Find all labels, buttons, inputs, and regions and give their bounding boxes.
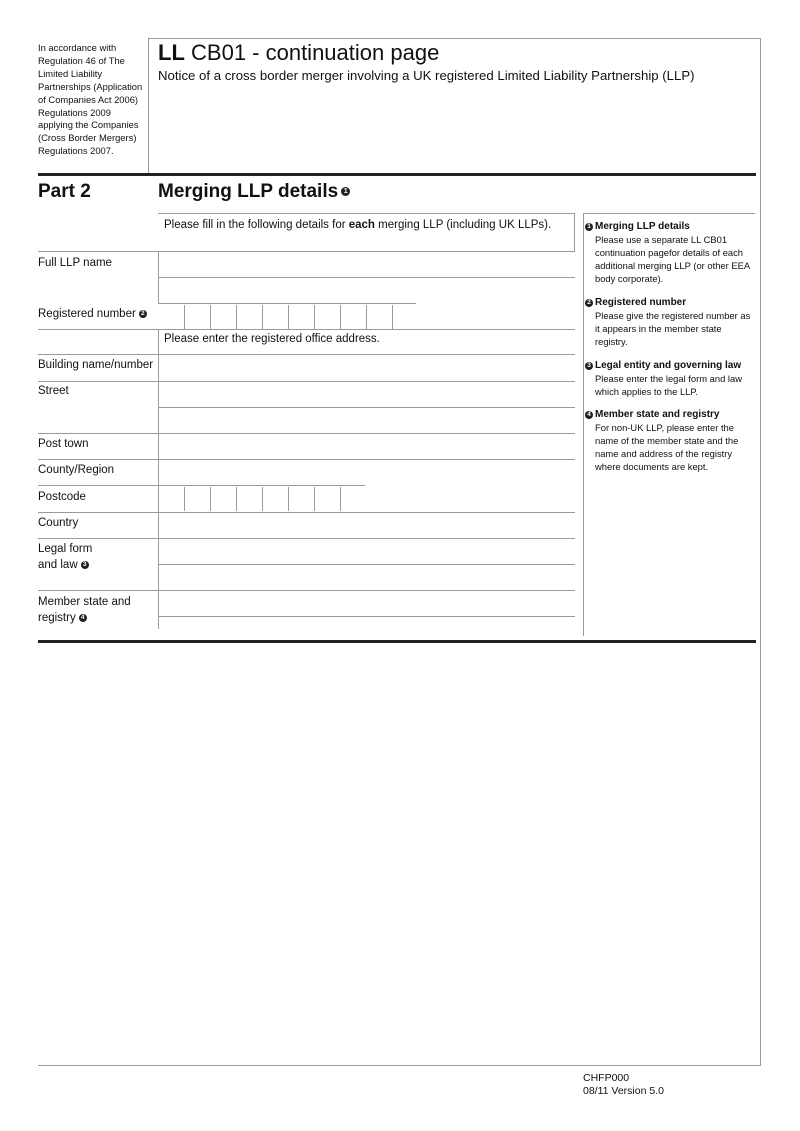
- street-label: Street: [38, 385, 69, 397]
- side-note-1: 1 Merging LLP details Please use a separate LL CB01 continuation pagefor details of each additional merging LLP (or other EEA body corporate).: [585, 219, 755, 285]
- cell-divider: [262, 305, 263, 329]
- member-state-label: Member state and registry 4: [38, 596, 131, 624]
- part-label: Part 2: [38, 181, 91, 202]
- intro-text: Please fill in the following details for each merging LLP (including UK LLPs).: [164, 219, 552, 231]
- side-note-1-body: Please use a separate LL CB01 continuation pagefor details of each additional merging LLP (or other EEA body corporate).: [595, 234, 750, 284]
- post-town-input[interactable]: [159, 434, 574, 459]
- section-title-text: Merging LLP details: [158, 181, 339, 202]
- cell-divider: [210, 487, 211, 511]
- cell-divider: [288, 487, 289, 511]
- form-code: LL: [158, 40, 185, 65]
- member-state-input-line2[interactable]: [159, 617, 574, 629]
- legal-form-input-line2[interactable]: [159, 565, 574, 590]
- cell-divider: [184, 487, 185, 511]
- note-marker-3: 3: [81, 561, 89, 569]
- building-input[interactable]: [159, 355, 574, 380]
- page-right-border: [760, 38, 761, 1066]
- side-note-3-title: Legal entity and governing law: [595, 360, 742, 371]
- cell-divider: [340, 305, 341, 329]
- side-note-1-title: Merging LLP details: [595, 221, 690, 232]
- cell-divider: [210, 305, 211, 329]
- section-bottom-rule: [38, 640, 756, 643]
- full-llp-name-input[interactable]: [159, 252, 574, 277]
- form-title-text: CB01 - continuation page: [191, 40, 440, 65]
- form-subtitle: Notice of a cross border merger involving a UK registered Limited Liability Partnership (LLP): [158, 68, 695, 83]
- side-note-2-title: Registered number: [595, 297, 687, 308]
- side-note-2-body: Please give the registered number as it appears in the member state registry.: [595, 310, 751, 347]
- cell-divider: [288, 305, 289, 329]
- cell-divider: [184, 305, 185, 329]
- country-label: Country: [38, 517, 79, 529]
- form-title: [158, 40, 439, 66]
- side-note-3: 3 Legal entity and governing law Please enter the legal form and law which applies to the LLP.: [585, 358, 755, 398]
- footer-code: CHFP000: [583, 1072, 630, 1084]
- header-top-border: [148, 38, 761, 39]
- full-llp-name-label: Full LLP name: [38, 257, 112, 269]
- footer-version: 08/11 Version 5.0: [583, 1085, 664, 1097]
- section-title: [158, 181, 350, 203]
- street-input[interactable]: [159, 382, 574, 407]
- cell-divider: [236, 487, 237, 511]
- full-llp-name-input-line2[interactable]: [159, 278, 574, 303]
- note-marker-4: 4: [79, 614, 87, 622]
- county-label: County/Region: [38, 464, 115, 476]
- intro-emphasis: each: [348, 219, 375, 231]
- cell-divider: [314, 487, 315, 511]
- row-line: [38, 329, 575, 330]
- building-label: Building name/number: [38, 359, 154, 371]
- side-note-4-title: Member state and registry: [595, 409, 720, 420]
- header-divider: [148, 38, 149, 173]
- side-note-4-body: For non-UK LLP, please enter the name of the member state and the name and address of the registry where documents are kept.: [595, 422, 739, 472]
- cell-divider: [314, 305, 315, 329]
- side-note-3-body: Please enter the legal form and law which applies to the LLP.: [595, 373, 742, 397]
- postcode-label: Postcode: [38, 491, 86, 503]
- cell-divider: [236, 305, 237, 329]
- street-input-line2[interactable]: [159, 408, 574, 433]
- cell-divider: [392, 305, 393, 329]
- footer-rule: [38, 1065, 761, 1066]
- member-state-input[interactable]: [159, 591, 574, 616]
- address-instruction: Please enter the registered office address.: [164, 333, 380, 345]
- cell-divider: [340, 487, 341, 511]
- post-town-label: Post town: [38, 438, 89, 450]
- cell-divider: [366, 305, 367, 329]
- section-top-rule: [38, 173, 756, 176]
- cell-divider: [262, 487, 263, 511]
- footer: [583, 1072, 664, 1098]
- legal-form-label: Legal form and law 3: [38, 543, 93, 571]
- side-note-4: 4 Member state and registry For non-UK LLP, please enter the name of the member state and the name and address of the registry where documents are kept.: [585, 407, 755, 473]
- side-notes-divider: [583, 213, 584, 636]
- regulation-note: In accordance with Regulation 46 of The Limited Liability Partnerships (Application of Companies Act 2006) Regulations 2009 applying the Companies (Cross Border Mergers) Regulations 2007.: [38, 42, 143, 157]
- note-marker-2: 2: [139, 310, 147, 318]
- registered-number-label: Registered number 2: [38, 306, 156, 322]
- country-input[interactable]: [159, 513, 574, 538]
- county-input[interactable]: [159, 460, 574, 485]
- legal-form-input[interactable]: [159, 539, 574, 564]
- note-marker-1: 1: [341, 187, 350, 196]
- side-notes-top-border: [583, 213, 755, 214]
- postcode-gap: [365, 485, 575, 486]
- side-note-2: 2 Registered number Please give the registered number as it appears in the member state registry.: [585, 295, 755, 348]
